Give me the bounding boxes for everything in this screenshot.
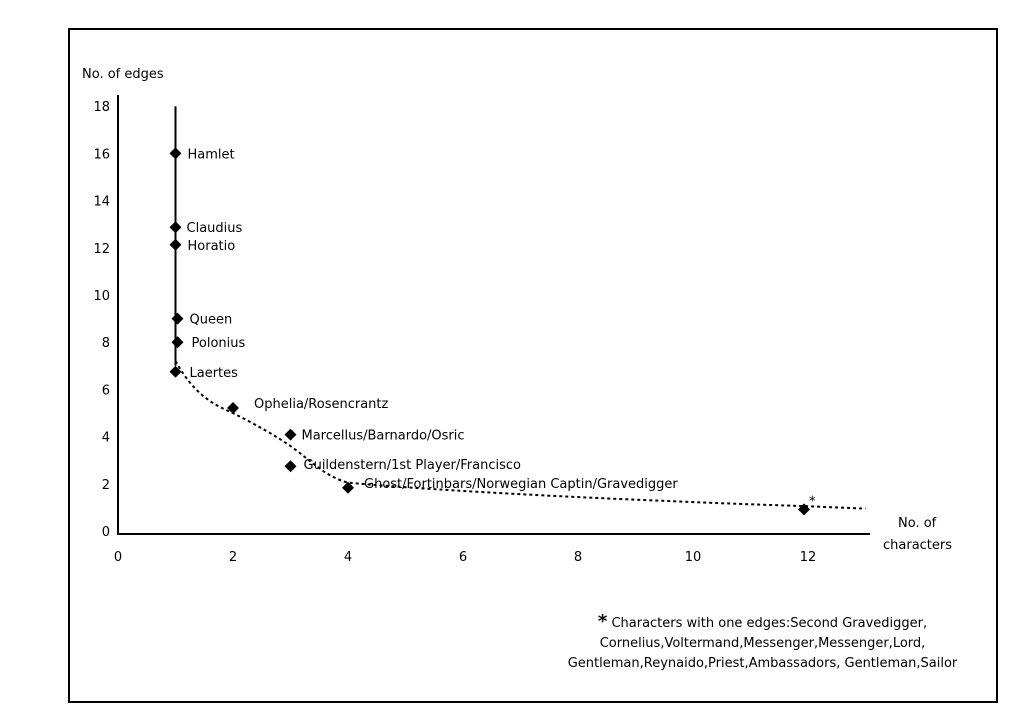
y-tick-label: 14 (93, 194, 110, 210)
data-point-marker (170, 221, 182, 233)
x-tick-labels (114, 550, 816, 565)
x-tick-label: 4 (343, 550, 353, 565)
data-point-label: * (809, 494, 816, 510)
data-point-label: Laertes (189, 365, 238, 381)
x-tick-label: 2 (228, 550, 238, 565)
y-tick-label: 2 (101, 477, 110, 493)
data-point-label: Queen (189, 312, 233, 328)
data-point-label: Polonius (191, 336, 246, 352)
x-axis-title-line1: No. of (898, 516, 937, 531)
x-tick-label: 8 (573, 550, 583, 565)
y-tick-label: 16 (93, 147, 110, 163)
data-point-label: Hamlet (187, 147, 235, 163)
data-point-marker (285, 429, 297, 441)
data-point-label: Ghost/Fortinbars/Norwegian Captin/Gravedigger (364, 476, 678, 492)
data-point-label: Horatio (187, 238, 236, 254)
data-point-marker (285, 460, 297, 472)
data-point-label: Ophelia/Rosencrantz (254, 397, 389, 412)
data-point-marker (170, 239, 182, 251)
data-point-marker (172, 313, 184, 325)
data-point-label: Guildenstern/1st Player/Francisco (303, 458, 521, 474)
point-labels (187, 147, 817, 509)
y-tick-label: 0 (101, 525, 110, 540)
x-tick-label: 0 (113, 550, 123, 565)
data-point-marker (172, 336, 184, 348)
data-point-label: Claudius (186, 221, 243, 237)
y-tick-label: 6 (101, 383, 110, 399)
y-tick-label: 8 (101, 336, 110, 352)
y-tick-label: 4 (101, 430, 110, 446)
x-tick-label: 10 (684, 550, 702, 565)
y-tick-label: 18 (93, 100, 110, 116)
y-tick-label: 10 (93, 289, 110, 304)
x-axis-title-line2: characters (883, 538, 953, 553)
y-axis-title: No. of edges (82, 67, 164, 82)
y-tick-labels (93, 100, 110, 540)
y-tick-label: 12 (93, 241, 110, 257)
data-point-marker (227, 402, 239, 414)
x-tick-label: 12 (799, 550, 817, 565)
data-point-label: Marcellus/Barnardo/Osric (301, 428, 465, 444)
footnote-text: Characters with one edges:Second Gravedigger, Cornelius,Voltermand,Messenger,Messenger,Lord, Gentleman,Reynaido,Priest,Ambassadors, Gentleman,Sailor (567, 616, 958, 671)
x-tick-label: 6 (458, 550, 468, 565)
data-point-marker (170, 147, 182, 159)
footnote (560, 612, 965, 674)
footnote-star: * (597, 611, 608, 632)
